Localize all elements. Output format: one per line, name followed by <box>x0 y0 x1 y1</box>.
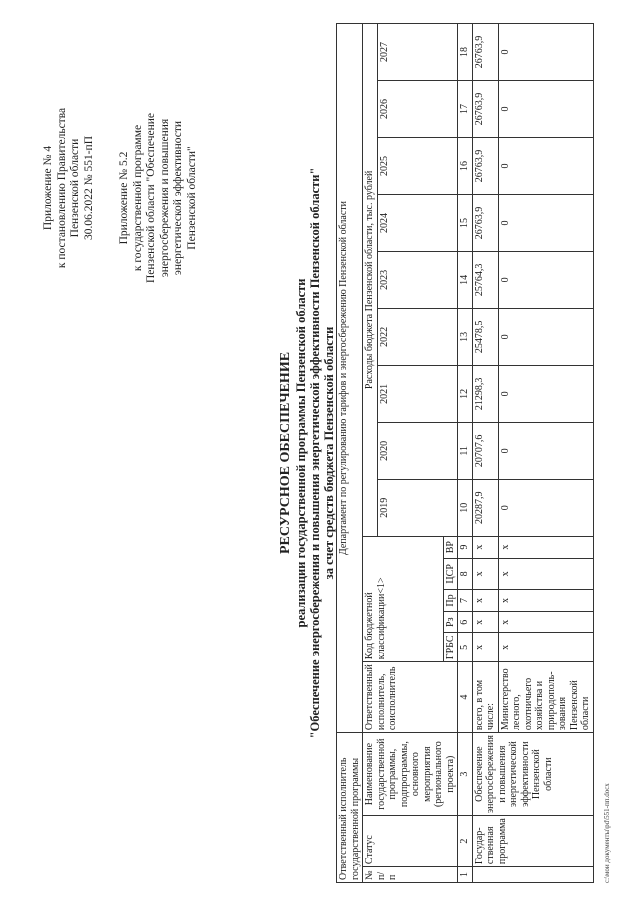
table-cell-code: х <box>498 611 593 633</box>
table-cell-value: 0 <box>498 251 593 308</box>
table-header-code-csr: ЦСР <box>443 558 458 590</box>
table-header-year: 2026 <box>377 81 458 138</box>
appendix-line: Пензенской области "Обеспечение <box>145 112 157 284</box>
table-cell-code: х <box>498 536 593 558</box>
appendix-line: к постановлению Правительства <box>55 107 68 269</box>
table-header-expenses: Расходы бюджета Пензенской области, тыс. рублей <box>363 24 378 537</box>
title-line: за счет средств бюджета Пензенской области <box>322 326 336 580</box>
table-header-year: 2022 <box>377 308 458 365</box>
col-number: 12 <box>458 365 473 422</box>
document-page <box>20 13 620 893</box>
table-cell-value: 20707,6 <box>472 422 498 479</box>
table-header-year: 2020 <box>377 422 458 479</box>
col-number: 8 <box>458 558 473 590</box>
title-line: реализации государственной программы Пензенской области <box>294 278 308 628</box>
appendix-line: Пензенской области <box>69 138 81 238</box>
table-header-year: 2027 <box>377 24 458 81</box>
appendix-line: Пензенской области" <box>185 146 198 250</box>
appendix-line: к государственной программе <box>131 124 144 272</box>
table-cell-executor-value: Департамент по регулированию тарифов и энергосбережению Пензенской области <box>337 24 363 733</box>
table-cell-num <box>472 867 593 883</box>
table-cell-value: 20287,9 <box>472 479 498 536</box>
col-number: 9 <box>458 536 473 558</box>
col-number: 11 <box>458 422 473 479</box>
appendix-line: энергосбережения и повышения <box>158 118 171 278</box>
table-cell-value: 0 <box>498 81 593 138</box>
table-cell-value: 0 <box>498 422 593 479</box>
col-number: 18 <box>458 24 473 81</box>
table-cell-code: х <box>472 611 498 633</box>
file-path-note: c:\мои документы\pd\551-пп.docx <box>603 783 611 883</box>
table-cell-code: х <box>498 590 593 612</box>
table-header-executor: Ответственный исполнитель, соисполнитель <box>363 662 458 733</box>
table-cell-code: х <box>472 633 498 662</box>
table-cell-value: 26763,9 <box>472 81 498 138</box>
col-number: 6 <box>458 611 473 633</box>
table-cell-code: х <box>472 558 498 590</box>
table-cell-program-name: Обеспечение энергосбережения и повышения энергетической эффективности Пензенской области <box>472 733 593 816</box>
table-cell-value: 0 <box>498 24 593 81</box>
table-row-col-numbers <box>458 24 473 883</box>
table-cell-value: 26763,9 <box>472 138 498 195</box>
table-cell-value: 26763,9 <box>472 194 498 251</box>
table-header-year: 2025 <box>377 138 458 195</box>
table-row-total <box>472 24 498 883</box>
table-cell-value: 21298,3 <box>472 365 498 422</box>
col-number: 5 <box>458 633 473 662</box>
table-header-row <box>363 24 378 883</box>
table-header-year: 2023 <box>377 251 458 308</box>
table-cell-value: 0 <box>498 365 593 422</box>
table-header-year: 2019 <box>377 479 458 536</box>
table-cell-value: 0 <box>498 308 593 365</box>
table-header-year: 2021 <box>377 365 458 422</box>
table-cell-code: х <box>472 536 498 558</box>
table-header-num: № п/п <box>363 867 458 883</box>
col-number: 4 <box>458 662 473 733</box>
col-number: 7 <box>458 590 473 612</box>
table-cell-value: 26763,9 <box>472 24 498 81</box>
resource-table <box>336 23 594 883</box>
table-cell-value: 0 <box>498 194 593 251</box>
appendix-line: Приложение № 4 <box>42 145 54 231</box>
title-line: "Обеспечение энергосбережения и повышения энергетической эффективности Пензенской области" <box>308 167 322 739</box>
table-header-code-rz: Рз <box>443 611 458 633</box>
appendix-note-program <box>118 73 199 323</box>
col-number: 3 <box>458 733 473 816</box>
col-number: 14 <box>458 251 473 308</box>
table-row-executor <box>337 24 363 883</box>
table-cell-executor: Министерство лесного, охотничьего хозяйства и природополь-зования Пензенской области <box>498 662 593 733</box>
table-cell-value: 25764,3 <box>472 251 498 308</box>
document-title <box>278 13 336 893</box>
table-cell-value: 0 <box>498 138 593 195</box>
table-cell-code: х <box>498 558 593 590</box>
title-line: РЕСУРСНОЕ ОБЕСПЕЧЕНИЕ <box>278 351 293 555</box>
table-cell-code: х <box>472 590 498 612</box>
appendix-line: Приложение № 5.2 <box>118 151 130 245</box>
table-cell-value: 25478,5 <box>472 308 498 365</box>
table-header-code-grbs: ГРБС <box>443 633 458 662</box>
col-number: 17 <box>458 81 473 138</box>
table-header-status: Статус <box>363 816 458 867</box>
table-cell-status: Государ-ственная программа <box>472 816 593 867</box>
col-number: 1 <box>458 867 473 883</box>
table-header-code: Код бюджетной классификации<1> <box>363 536 444 661</box>
table-header-code-vr: ВР <box>443 536 458 558</box>
table-cell-code: х <box>498 633 593 662</box>
table-cell-value: 0 <box>498 479 593 536</box>
appendix-line: энергетической эффективности <box>172 120 184 276</box>
table-header-name: Наименование государственной программы, подпрограммы, основного мероприятия (регионального проекта) <box>363 733 458 816</box>
table-cell-executor: всего, в том числе: <box>472 662 498 733</box>
col-number: 15 <box>458 194 473 251</box>
col-number: 16 <box>458 138 473 195</box>
table-header-code-pr: Пр <box>443 590 458 612</box>
table-header-year: 2024 <box>377 194 458 251</box>
col-number: 13 <box>458 308 473 365</box>
col-number: 10 <box>458 479 473 536</box>
col-number: 2 <box>458 816 473 867</box>
appendix-note-resolution <box>42 73 96 303</box>
table-cell-executor-label: Ответственный исполнитель государственной программы <box>337 733 363 883</box>
appendix-line: 30.06.2022 № 551-пП <box>82 136 95 241</box>
